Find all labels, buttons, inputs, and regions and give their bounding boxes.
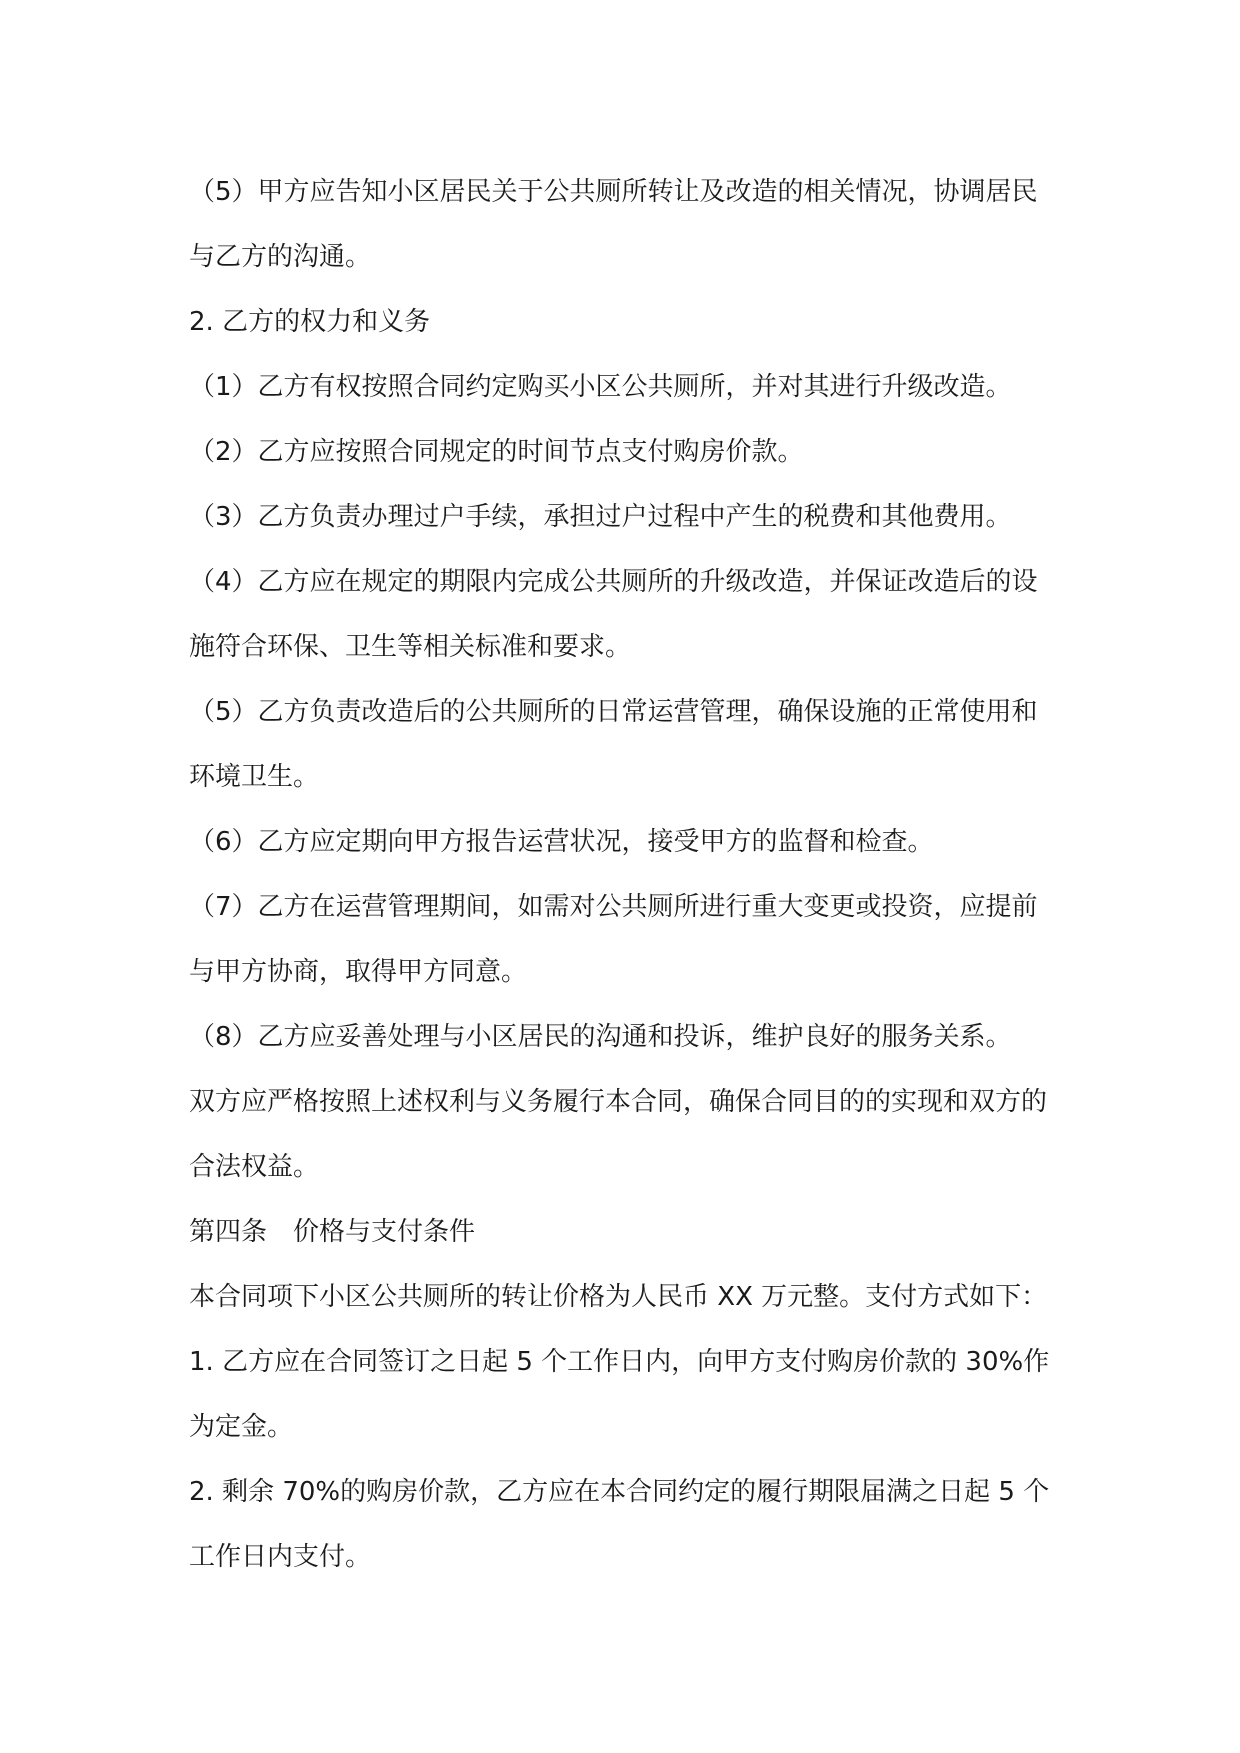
section-heading-party-b-rights: 2. 乙方的权力和义务	[189, 307, 431, 337]
paragraph-party-b-duty-4: （4）乙方应在规定的期限内完成公共厕所的升级改造，并保证改造后的设施符合环保、卫生等相关标准和要求。	[189, 567, 1038, 662]
paragraph-party-a-duty-5: （5）甲方应告知小区居民关于公共厕所转让及改造的相关情况，协调居民与乙方的沟通。	[189, 177, 1038, 272]
paragraph-price: 本合同项下小区公共厕所的转让价格为人民币 XX 万元整。支付方式如下：	[189, 1282, 1048, 1312]
paragraph-party-b-duty-3: （3）乙方负责办理过户手续，承担过户过程中产生的税费和其他费用。	[189, 502, 1012, 532]
paragraph-party-b-duty-7: （7）乙方在运营管理期间，如需对公共厕所进行重大变更或投资，应提前与甲方协商，取得甲方同意。	[189, 892, 1038, 987]
paragraph-payment-1: 1. 乙方应在合同签订之日起 5 个工作日内，向甲方支付购房价款的 30%作为定金。	[189, 1347, 1050, 1442]
article-title: 价格与支付条件	[293, 1217, 476, 1247]
paragraph-party-b-duty-8: （8）乙方应妥善处理与小区居民的沟通和投诉，维护良好的服务关系。	[189, 1022, 1012, 1052]
article-number: 第四条	[189, 1217, 268, 1247]
paragraph-party-b-duty-5: （5）乙方负责改造后的公共厕所的日常运营管理，确保设施的正常使用和环境卫生。	[189, 697, 1038, 792]
paragraph-party-b-duty-2: （2）乙方应按照合同规定的时间节点支付购房价款。	[189, 437, 804, 467]
paragraph-obligations-summary: 双方应严格按照上述权利与义务履行本合同，确保合同目的的实现和双方的合法权益。	[189, 1087, 1048, 1182]
paragraph-party-b-duty-1: （1）乙方有权按照合同约定购买小区公共厕所，并对其进行升级改造。	[189, 372, 1012, 402]
article-four-heading	[189, 1200, 1061, 1265]
paragraph-party-b-duty-6: （6）乙方应定期向甲方报告运营状况，接受甲方的监督和检查。	[189, 827, 934, 857]
paragraph-payment-2: 2. 剩余 70%的购房价款，乙方应在本合同约定的履行期限届满之日起 5 个工作日内支付。	[189, 1477, 1050, 1572]
document-body	[189, 160, 1061, 1590]
